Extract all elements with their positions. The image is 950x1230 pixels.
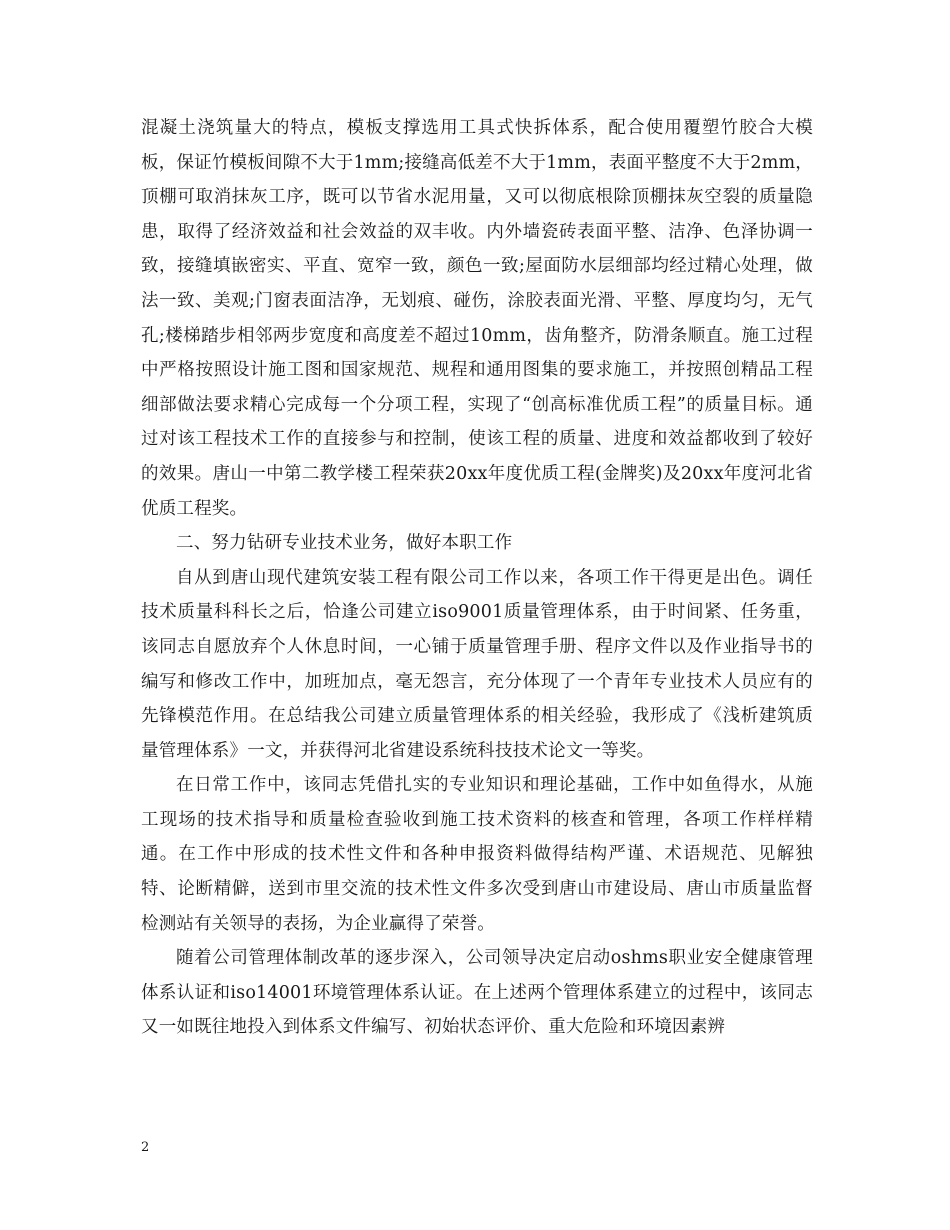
paragraph-company-work: 自从到唐山现代建筑安装工程有限公司工作以来，各项工作干得更是出色。调任技术质量科科长之后，恰逢公司建立iso9001质量管理体系，由于时间紧、任务重，该同志自愿放弃个人休息时间，一心铺于质量管理手册、程序文件以及作业指导书的编写和修改工作中，加班加点，毫无怨言，充分体现了一个青年专业技术人员应有的先锋模范作用。在总结我公司建立质量管理体系的相关经验，我形成了《浅析建筑质量管理体系》一文，并获得河北省建设系统科技技术论文一等奖。 [141,567,813,761]
document-body [141,111,813,1045]
paragraph-daily-work: 在日常工作中，该同志凭借扎实的专业知识和理论基础，工作中如鱼得水，从施工现场的技术指导和质量检查验收到施工技术资料的核查和管理，各项工作样样精通。在工作中形成的技术性文件和各种申报资料做得结构严谨、术语规范、见解独特、论断精僻，送到市里交流的技术性文件多次受到唐山市建设局、唐山市质量监督检测站有关领导的表扬，为企业赢得了荣誉。 [141,775,813,934]
paragraph-management-reform: 随着公司管理体制改革的逐步深入，公司领导决定启动oshms职业安全健康管理体系认证和iso14001环境管理体系认证。在上述两个管理体系建立的过程中，该同志又一如既往地投入到体系文件编写、初始状态评价、重大危险和环境因素辨 [141,948,813,1038]
paragraph-quality-results: 混凝土浇筑量大的特点，模板支撑选用工具式快拆体系，配合使用覆塑竹胶合大模板，保证竹模板间隙不大于1mm;接缝高低差不大于1mm，表面平整度不大于2mm，顶棚可取消抹灰工序，既可以节省水泥用量，又可以彻底根除顶棚抹灰空裂的质量隐患，取得了经济效益和社会效益的双丰收。内外墙瓷砖表面平整、洁净、色泽协调一致，接缝填嵌密实、平直、宽窄一致，颜色一致;屋面防水层细部均经过精心处理，做法一致、美观;门窗表面洁净，无划痕、碰伤，涂胶表面光滑、平整、厚度均匀，无气孔;楼梯踏步相邻两步宽度和高度差不超过10mm，齿角整齐，防滑条顺直。施工过程中严格按照设计施工图和国家规范、规程和通用图集的要求施工，并按照创精品工程细部做法要求精心完成每一个分项工程，实现了“创高标准优质工程”的质量目标。通过对该工程技术工作的直接参与和控制，使该工程的质量、进度和效益都收到了较好的效果。唐山一中第二教学楼工程荣获20xx年度优质工程(金牌奖)及20xx年度河北省优质工程奖。 [141,118,813,519]
page-number: 2 [141,1140,150,1155]
section-heading-professional-work: 二、努力钻研专业技术业务，做好本职工作 [176,533,513,554]
